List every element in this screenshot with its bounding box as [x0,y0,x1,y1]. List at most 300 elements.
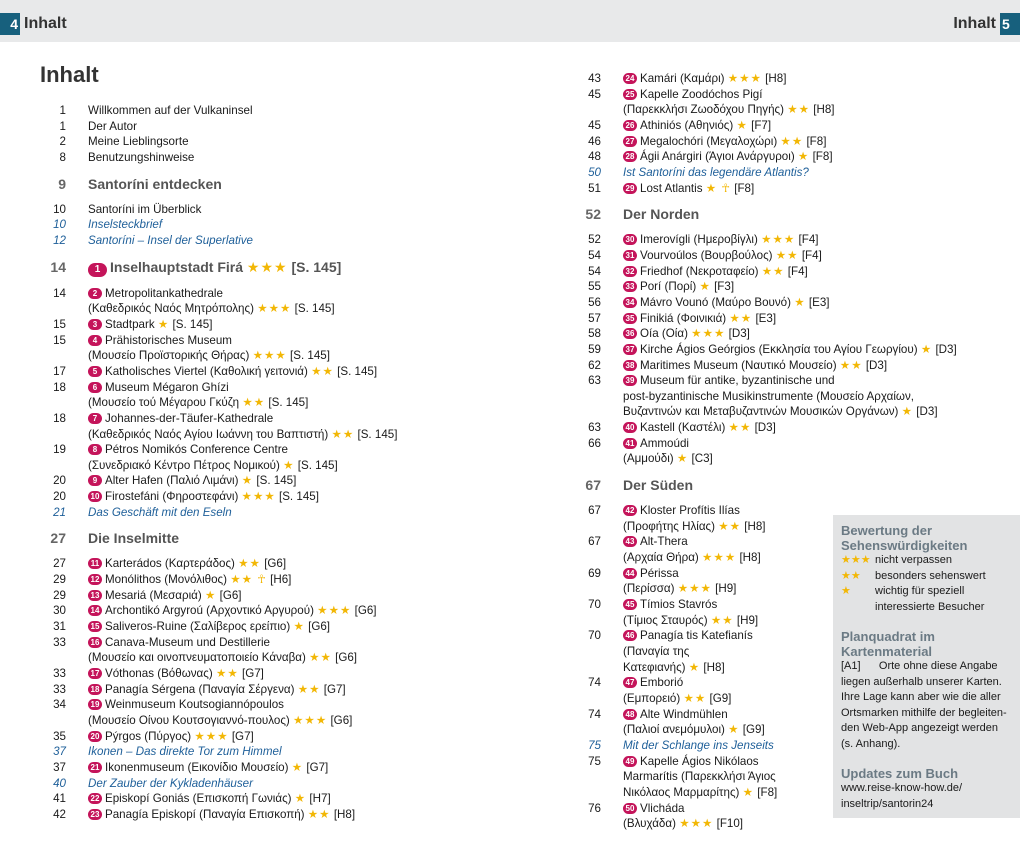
toc-entry [40,489,510,505]
location-number-badge: 41 [623,438,637,449]
toc-page-number [575,691,601,707]
toc-entry [40,380,510,396]
toc-entry-label: Oía (Οία) [640,327,688,341]
toc-entry-text [66,489,319,505]
toc-page-number: 27 [53,557,66,571]
toc-page-number [40,458,66,474]
toc-entry [575,165,915,181]
map-grid-reference: [E3] [808,295,830,309]
toc-entry-label: Ammoúdi [640,436,689,450]
toc-entry-label: Tímios Stavrós [640,598,718,612]
toc-page-number: 8 [59,150,66,164]
toc-page-number [575,769,601,785]
map-grid-reference: [G7] [231,729,254,743]
toc-page-number [575,550,601,566]
location-number-badge: 39 [623,375,637,386]
toc-entry-text [66,119,137,135]
toc-entry-label: (Αμμούδι) [623,452,674,466]
toc-entry [575,311,915,327]
toc-entry-label: Metropolitankathedrale [105,286,223,300]
toc-page-number [575,404,601,420]
star-rating-icon: ★★★ [252,349,287,363]
location-number-badge: 19 [88,699,102,710]
toc-entry [40,713,510,729]
toc-page-number: 10 [53,218,66,232]
toc-page-number: 14 [53,286,66,300]
toc-entry-text [66,666,264,682]
toc-entry-text [601,613,758,629]
location-number-badge: 2 [88,288,102,299]
toc-entry [40,411,510,427]
star-rating-icon: ★★ [309,651,332,665]
toc-entry [575,342,957,358]
toc-entry-text [601,722,765,738]
map-grid-reference: [D3] [935,342,957,356]
toc-entry-text [601,707,728,723]
toc-entry-text [601,181,754,197]
star-rating-icon: ★ [699,280,711,294]
toc-page-number: 67 [588,504,601,518]
toc-entry-label: Archontikó Argyroú (Αρχοντικό Αργυρού) [105,604,314,618]
toc-entry-text [601,628,753,644]
toc-entry-label: Prähistorisches Museum [105,333,232,347]
star-rating-icon: ★ [736,118,748,132]
toc-entry-text [66,760,328,776]
location-number-badge: 30 [623,234,637,245]
toc-entry-label: Museum für antike, byzantinische und [640,374,835,388]
toc-page-number: 59 [588,342,601,356]
toc-entry-label: Kapelle Zoodóchos Pigí [640,87,763,101]
star-rating-icon: ★★ [242,396,266,410]
toc-entry-label: Alter Hafen (Παλιό Λιμάνι) [105,474,239,488]
toc-entry-label: (Καθεδρικός Ναός Αγίου Ιωάννη του Βαπτιστή) [88,427,329,441]
toc-entry-label: (Περίσσα) [623,582,675,596]
map-grid-reference: [H8] [739,551,761,565]
toc-page-number: 42 [53,807,66,821]
toc-entry-label: (Καθεδρικός Ναός Μητρόπολης) [88,302,254,316]
running-title-right: Inhalt [953,15,996,32]
toc-entry-label: Périssa [640,566,679,580]
star-rating-icon: ★★ [775,248,799,262]
toc-entry [40,301,510,317]
location-number-badge: 12 [88,574,102,585]
toc-page-number [575,102,601,118]
toc-entry-label: Monólithos (Μονόλιθος) [105,573,227,587]
rating-item: ★ wichtig für speziell [841,585,965,597]
toc-page-number [40,427,66,443]
toc-page-number: 48 [588,150,601,164]
map-grid-reference: [G6] [308,620,331,634]
location-number-badge: 15 [88,621,102,632]
location-number-badge: 5 [88,366,102,377]
map-grid-reference: [S. 145] [294,302,335,316]
map-grid-reference: [F8] [734,181,755,195]
map-grid-reference: [S. 145] [268,396,309,410]
location-number-badge: 7 [88,413,102,424]
toc-entry-label: Vóthonas (Βόθωνας) [105,667,213,681]
toc-page-number: 1 [59,119,66,133]
location-number-badge: 22 [88,793,102,804]
star-rating-icon: ★★★ [194,729,229,743]
location-number-badge: 38 [623,360,637,371]
toc-page-number: 66 [588,436,601,450]
toc-entry-label: Inselsteckbrief [88,218,163,232]
location-number-badge: 50 [623,803,637,814]
toc-entry-text [66,427,397,443]
toc-page-number: 75 [588,738,601,752]
header-left [0,0,510,42]
toc-entry-text [601,373,835,389]
location-number-badge: 9 [88,475,102,486]
toc-entry [575,248,915,264]
star-rating-icon: ★★ [683,691,707,705]
location-number-badge: 45 [623,599,637,610]
toc-page-number: 33 [53,635,66,649]
toc-entry-label: Santoríni im Überblick [88,202,202,216]
toc-page-number [40,395,66,411]
toc-entry-label: Panagía Episkopí (Παναγία Επισκοπή) [105,807,305,821]
star-rating-icon: ★★ [728,421,752,435]
toc-entry-text [601,326,750,342]
location-number-badge: 4 [88,335,102,346]
location-number-badge: 26 [623,120,637,131]
toc-page-number: 35 [53,729,66,743]
toc-page-number [575,816,601,832]
toc-entry [40,729,510,745]
toc-entry-text [66,458,338,474]
location-number-badge: 1 [88,263,107,277]
toc-entry-text [601,785,777,801]
toc-entry-text [66,175,222,193]
toc-entry [575,118,915,134]
toc-page-number: 1 [59,104,66,117]
toc-page-number: 27 [50,530,66,547]
toc-entry [575,389,915,405]
toc-entry [40,650,510,666]
toc-entry [40,619,510,635]
toc-entry-text [66,619,330,635]
toc-entry [40,556,510,572]
toc-page-number: 51 [588,181,601,195]
toc-entry [575,181,915,197]
toc-entry-text [601,816,743,832]
location-number-badge: 6 [88,382,102,393]
star-rating-icon: ★★ [787,103,810,117]
location-number-badge: 37 [623,344,637,355]
toc-page-number: 70 [588,598,601,612]
map-grid-reference: [E3] [755,311,777,325]
toc-entry-label: (Παλιοί ανεμόμυλοι) [623,723,725,737]
toc-entry [40,744,510,760]
toc-entry-text [66,473,296,489]
toc-page-number: 15 [53,333,66,347]
toc-page-number: 20 [53,490,66,504]
toc-entry-text [66,572,291,588]
toc-entry-label: Inselhauptstadt Firá [110,258,244,275]
toc-entry-text [601,660,725,676]
toc-entry-text [601,566,679,582]
toc-entry [40,217,510,233]
star-rating-icon: ★★ [307,807,331,821]
toc-entry-label: (Μουσείο τού Μέγαρου Γκύζη [88,396,240,410]
toc-page-number [575,451,601,467]
map-grid-reference: [S. 145] [337,364,378,378]
toc-entry-text [66,442,288,458]
star-rating-icon: ★★ [761,264,785,278]
toc-entry [40,473,510,489]
toc-page-number: 74 [588,676,601,690]
toc-entry [575,420,915,436]
toc-page-number: 46 [588,134,601,148]
star-rating-icon: ★ [920,342,933,356]
map-grid-reference: [D3] [728,327,750,341]
toc-entry-text [601,519,766,535]
toc-entry-label: Kamári (Καμάρι) [640,72,725,85]
toc-entry-label: (Μουσείο Οίνου Κουτσογιαννό-πουλος) [88,714,290,727]
map-grid-reference: [G9] [742,723,765,737]
location-number-badge: 35 [623,313,637,324]
toc-entry-label: (Βλυχάδα) [623,817,676,831]
star-rating-icon: ★★★ [691,327,726,341]
toc-page-number: 56 [588,295,601,309]
toc-page-number: 63 [588,374,601,388]
toc-entry-text [601,248,822,264]
star-rating-icon: ★★★ [246,258,288,275]
toc-entry-label: (Παρεκκλήσι Ζωοδόχου Πηγής) [623,103,784,117]
map-grid-reference: [H6] [270,573,292,587]
star-rating-icon: ★★ [718,519,742,533]
legend-box [833,515,1020,818]
toc-entry-text [66,217,162,233]
location-number-badge: 33 [623,281,637,292]
toc-page-number: 69 [588,566,601,580]
toc-entry [40,202,510,218]
toc-entry-text [66,348,330,364]
toc-entry-label: Mávro Vounó (Μαύρο Βουνό) [640,295,791,309]
toc-entry-label: (Τίμιος Σταυρός) [623,613,708,627]
location-number-badge: 31 [623,250,637,261]
toc-entry [575,279,915,295]
toc-entry-label: Vlicháda [640,801,685,815]
toc-entry-text [601,71,786,87]
toc-entry-text [66,556,286,572]
toc-entry-text [601,503,740,519]
star-rating-icon: ★ [294,792,307,806]
map-grid-reference: [F4] [801,248,822,262]
rating-title: Bewertung der Sehenswürdigkeiten [841,523,968,553]
map-grid-reference: [G6] [330,714,353,727]
toc-entry-label: Der Zauber der Kykladenhäuser [88,776,253,790]
toc-entry-label: Νικόλαος Μαρμαρίτης) [623,785,740,799]
toc-page-number: 14 [50,258,66,275]
location-number-badge: 47 [623,677,637,688]
toc-page-number: 18 [53,411,66,425]
star-rating-icon: ★ [283,458,295,472]
toc-entry [40,458,510,474]
toc-entry [575,134,915,150]
updates-title: Updates zum Buch [841,766,959,781]
map-grid-reference: [H8] [703,660,725,674]
map-grid-reference: [D3] [916,405,938,419]
star-rating-icon: ★★ [780,134,804,148]
map-grid-reference: [F4] [787,264,808,278]
toc-entry-label: Mit der Schlange ins Jenseits [623,738,774,752]
toc-page-number: 50 [588,165,601,179]
star-rating-icon: ★★ [297,682,321,696]
toc-entry-label: Ikonenmuseum (Εικονίδιο Μουσείο) [105,760,289,774]
toc-entry [40,776,510,792]
toc-entry-text [601,389,914,405]
toc-entry-text [601,644,689,660]
star-rating-icon: ★★ [215,667,239,681]
toc-page-number: 21 [53,505,66,519]
toc-entry-text [66,588,242,604]
toc-page-number: 45 [588,118,601,132]
star-rating-icon: ★ ☥ [705,181,732,195]
toc-entry-label: (Αρχαία Θήρα) [623,551,699,565]
toc-entry [40,442,510,458]
toc-entry-label: Meine Lieblingsorte [88,135,189,149]
map-grid-reference: [S. 145] [289,349,330,363]
toc-page-number: 41 [53,792,66,806]
toc-entry-text [66,807,355,823]
toc-page-number: 74 [588,707,601,721]
toc-entry-text [66,258,341,277]
toc-entry [575,451,915,467]
star-rating-icon: ★ [291,760,304,774]
toc-entry-label: post-byzantinische Musikinstrumente (Μουσείο Αρχαίων, [623,389,914,403]
star-rating-icon: ★ [293,620,305,634]
toc-page-number: 45 [588,87,601,101]
map-grid-reference: [S. 145] [357,427,398,441]
toc-entry-label: Ist Santoríni das legendäre Atlantis? [623,165,809,179]
page-title: Inhalt [40,62,99,87]
location-number-badge: 23 [88,809,102,820]
star-rating-icon: ★ [742,785,755,799]
toc-entry [40,666,510,682]
toc-page-number: 40 [53,776,66,790]
star-rating-icon: ★ [241,474,254,488]
toc-entry [575,87,915,103]
toc-entry-label: Porí (Πορί) [640,280,697,294]
rating-item: ★★ besonders sehenswert [841,569,986,582]
map-grid-reference: [F8] [806,134,827,148]
toc-entry-label: Alte Windmühlen [640,707,728,721]
location-number-badge: 43 [623,536,637,547]
star-rating-icon: ★ [901,405,914,419]
toc-entry-label: Katholisches Viertel (Καθολική γειτονιά) [105,364,308,378]
map-grid-reference: [F10] [716,817,744,831]
toc-entry [40,603,510,619]
toc-page-number: 67 [588,535,601,549]
star-rating-icon: ★★ ☥ [230,573,267,587]
toc-entry [40,150,510,166]
toc-page-number: 12 [53,233,66,247]
toc-entry-label: Kastell (Καστέλι) [640,421,726,435]
toc-entry-text [66,364,377,380]
location-number-badge: 24 [623,73,637,84]
toc-entry-text [601,581,736,597]
toc-entry-text [601,404,938,420]
toc-entry-text [66,603,377,619]
map-grid-reference: [G9] [709,691,732,705]
toc-page-number: 55 [588,280,601,294]
toc-entry-text [66,134,189,150]
toc-page-number: 18 [53,380,66,394]
location-number-badge: 44 [623,568,637,579]
map-grid-reference: [H8] [813,103,835,117]
toc-entry [40,505,510,521]
location-number-badge: 21 [88,762,102,773]
toc-page-number: 33 [53,682,66,696]
toc-page-number: 62 [588,358,601,372]
toc-entry [575,326,915,342]
toc-page-number: 29 [53,573,66,587]
toc-entry-label: Museum Mégaron Ghízi [105,380,229,394]
star-rating-icon: ★ [676,452,689,466]
toc-page-number: 31 [53,620,66,634]
toc-entry-text [66,744,282,760]
toc-entry-label: Santoríni – Insel der Superlative [88,233,253,247]
toc-entry-label: Kirche Ágios Geórgios (Εκκλησία του Αγίου Γεωργίου) [640,342,918,356]
toc-section-heading [40,529,510,547]
toc-entry-label: Maritimes Museum (Ναυτικό Μουσείο) [640,358,837,372]
toc-entry-label: Johannes-der-Täufer-Kathedrale [105,411,274,425]
map-grid-reference: [G6] [335,651,358,665]
toc-entry-label: Κατεφιανής) [623,660,686,674]
toc-entry-text [66,729,254,745]
toc-page-number: 37 [53,745,66,759]
toc-entry-label: Finikiá (Φοινικιά) [640,311,727,325]
toc-entry [40,395,510,411]
toc-entry-text [66,286,223,302]
toc-entry-text [66,150,194,166]
star-rating-icon: ★ [797,150,810,164]
location-number-badge: 36 [623,328,637,339]
toc-entry-text [601,295,830,311]
map-grid-reference: [S. 145] [291,258,342,275]
map-grid-reference: [S. 145] [256,474,297,488]
toc-page-number [575,519,601,535]
toc-entry-label: Benutzungshinweise [88,150,195,164]
toc-entry-text [66,529,179,547]
toc-entry-label: Der Norden [623,206,700,223]
grid-text: [A1] Orte ohne diese Angabe liegen außerhalb unserer Karten. Ihre Lage kann aber wie die aller Ortsmarken mithilfe der begleiten- den Web-App angezeigt werden (s. Anhang). [841,660,1007,750]
toc-entry-text [66,233,253,249]
toc-entry-label: Vourvoúlos (Βουρβούλος) [640,248,773,262]
toc-page-number [40,301,66,317]
toc-page-number: 75 [588,754,601,768]
toc-page-number: 54 [588,264,601,278]
location-number-badge: 20 [88,731,102,742]
toc-entry-text [601,264,808,280]
toc-page-number: 43 [588,72,601,85]
toc-entry-text [66,333,232,349]
toc-entry-text [66,380,229,396]
toc-entry [40,697,510,713]
toc-entry-text [601,311,776,327]
toc-entry-text [601,738,774,754]
location-number-badge: 11 [88,558,102,569]
toc-entry [40,760,510,776]
toc-page-number [40,348,66,364]
toc-entry-text [66,682,346,698]
toc-entry-text [601,420,776,436]
toc-entry-label: Karterádos (Καρτεράδος) [105,557,235,571]
toc-entry [40,333,510,349]
toc-entry-label: Canava-Museum und Destillerie [105,635,270,649]
toc-page-number: 2 [59,135,66,149]
